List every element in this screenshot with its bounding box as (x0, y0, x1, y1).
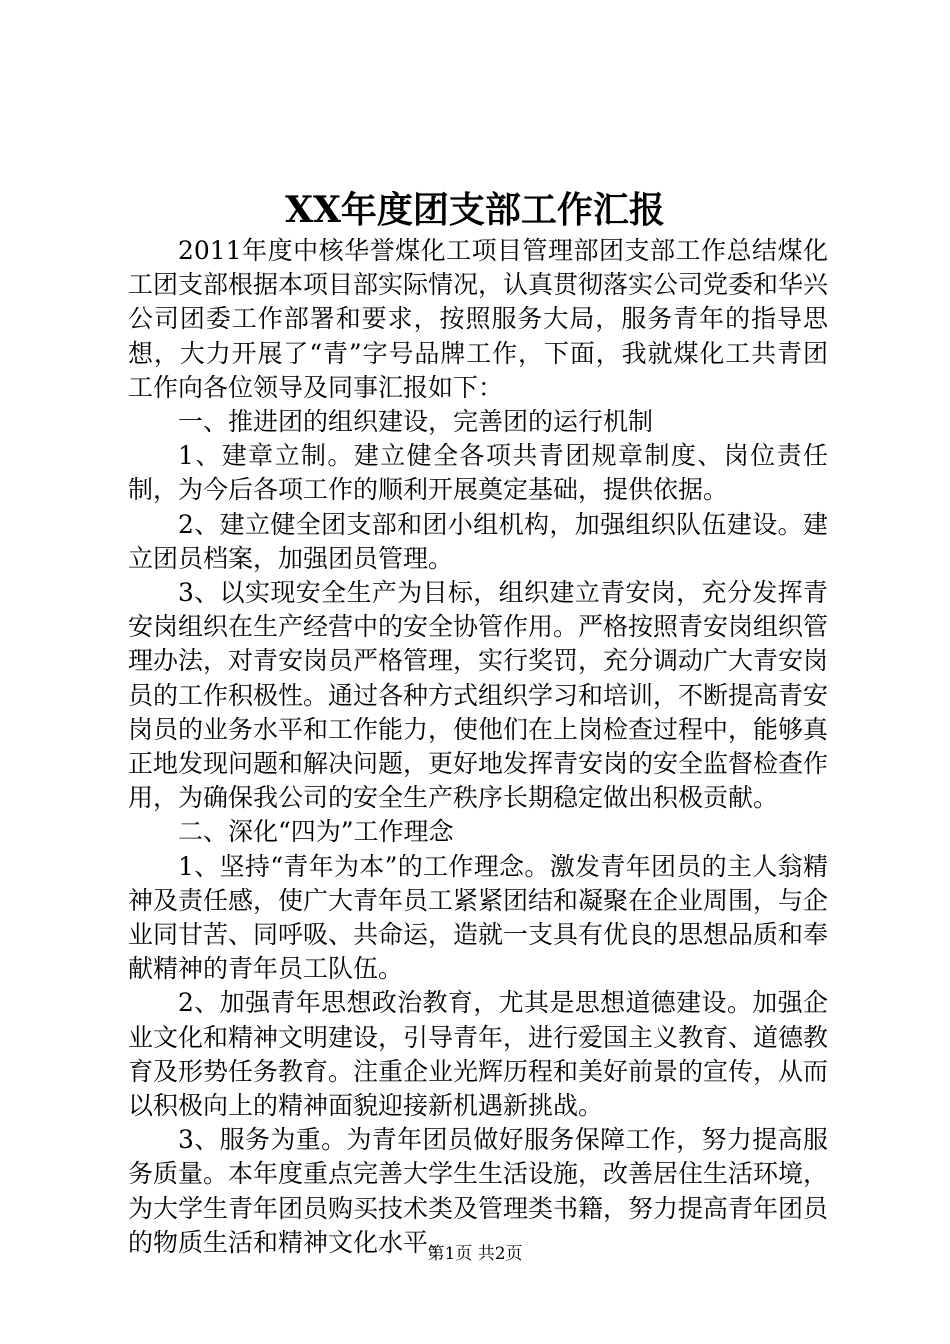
intro-paragraph: 2011年度中核华誉煤化工项目管理部团支部工作总结煤化工团支部根据本项目部实际情况，认真贯彻落实公司党委和华兴公司团委工作部署和要求，按照服务大局，服务青年的指导思想，大力开展了“青”字号品牌工作，下面，我就煤化工共青团工作向各位领导及同事汇报如下： (128, 236, 829, 402)
body-paragraph: 1、坚持“青年为本”的工作理念。激发青年团员的主人翁精神及责任感，使广大青年员工紧紧团结和凝聚在企业周围，与企业同甘苦、同呼吸、共命运，造就一支具有优良的思想品质和奉献精神的青年员工队伍。 (128, 851, 829, 984)
body-paragraph: 3、服务为重。为青年团员做好服务保障工作，努力提高服务质量。本年度重点完善大学生生活设施，改善居住生活环境，为大学生青年团员购买技术类及管理类书籍，努力提高青年团员的物质生活和精神文化水平。 (128, 1125, 829, 1257)
page-number-footer: 第1页 共2页 (427, 1244, 523, 1264)
body-paragraph: 1、建章立制。建立健全各项共青团规章制度、岗位责任制，为今后各项工作的顺利开展奠定基础，提供依据。 (128, 441, 828, 505)
document-title: XX年度团支部工作汇报 (285, 189, 665, 231)
body-paragraph: 2、建立健全团支部和团小组机构，加强组织队伍建设。建立团员档案，加强团员管理。 (128, 509, 828, 573)
body-paragraph: 3、以实现安全生产为目标，组织建立青安岗，充分发挥青安岗组织在生产经营中的安全协管作用。严格按照青安岗组织管理办法，对青安岗员严格管理，实行奖罚，充分调动广大青安岗员的工作积极性。通过各种方式组织学习和培训，不断提高青安岗员的业务水平和工作能力，使他们在上岗检查过程中，能够真正地发现问题和解决问题，更好地发挥青安岗的安全监督检查作用，为确保我公司的安全生产秩序长期稳定做出积极贡献。 (128, 578, 829, 813)
section-heading-1: 一、推进团的组织建设，完善团的运行机制 (178, 407, 654, 437)
document-body (128, 234, 828, 1260)
body-paragraph: 2、加强青年思想政治教育，尤其是思想道德建设。加强企业文化和精神文明建设，引导青年，进行爱国主义教育、道德教育及形势任务教育。注重企业光辉历程和美好前景的宣传，从而以积极向上的精神面貌迎接新机遇新挑战。 (128, 988, 829, 1121)
section-heading-2: 二、深化“四为”工作理念 (178, 817, 454, 847)
